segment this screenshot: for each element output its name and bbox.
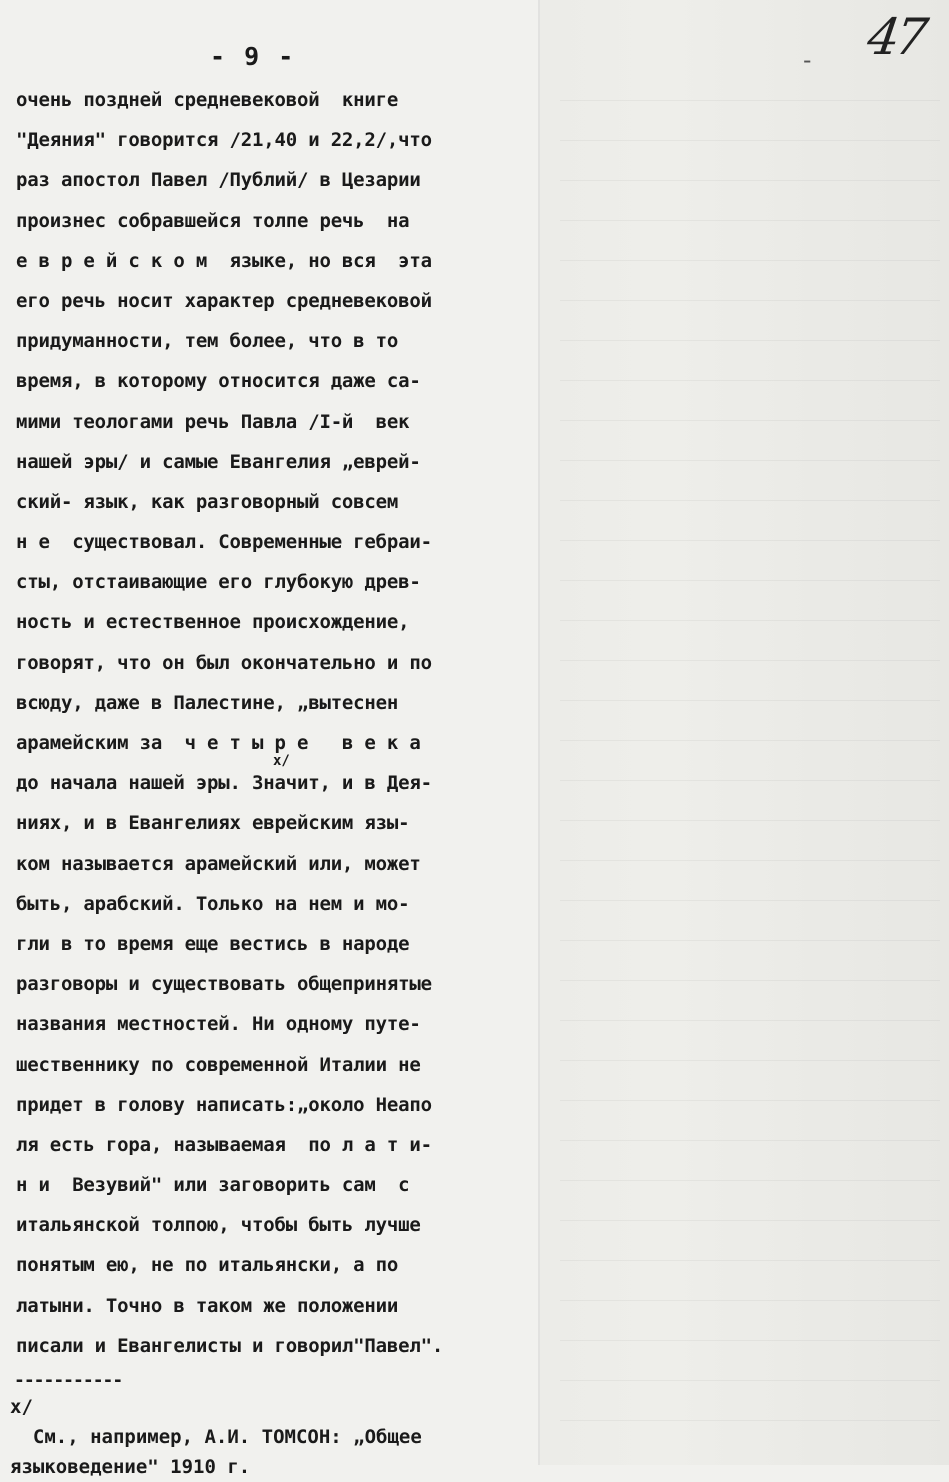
text-line: придет в голову написать:„около Неапо (16, 1093, 432, 1116)
bleed-through-line (560, 1140, 940, 1141)
bleed-through-line (560, 260, 940, 261)
text-line: е в р е й с к о м языке, но вся эта (16, 249, 432, 272)
text-line: н и Везувий" или заговорить сам с (16, 1174, 410, 1197)
bleed-through-line (560, 580, 940, 581)
bleed-through-line (560, 500, 940, 501)
bleed-through-line (560, 1020, 940, 1021)
bleed-through-line (560, 820, 940, 821)
bleed-through-line (560, 1060, 940, 1061)
text-line: до начала нашей эры. Значит, и в Дея- (16, 772, 432, 795)
page-fold (538, 0, 540, 1465)
body-text (16, 80, 536, 1366)
bleed-through-line (560, 380, 940, 381)
bleed-through-line (560, 1380, 940, 1381)
archive-number: 47 (863, 8, 928, 66)
bleed-through-line (560, 140, 940, 141)
bleed-through-line (560, 300, 940, 301)
footnote (10, 1392, 422, 1482)
bleed-through-line (560, 780, 940, 781)
text-line: очень поздней средневековой книге (16, 89, 399, 111)
text-line: всюду, даже в Палестине, „вытеснен (16, 691, 399, 714)
bleed-through-line (560, 660, 940, 661)
bleed-through-line (560, 980, 940, 981)
bleed-through-line (560, 1180, 940, 1181)
text-line: быть, арабский. Только на нем и мо- (16, 892, 410, 915)
bleed-through-line (560, 740, 940, 741)
bleed-through-line (560, 420, 940, 421)
text-line: шественнику по современной Италии не (16, 1053, 421, 1076)
text-line: ность и естественное происхождение, (16, 611, 410, 634)
bleed-through-line (560, 220, 940, 221)
text-line: раз апостол Павел /Публий/ в Цезарии (16, 169, 421, 192)
footnote-separator: ----------- (14, 1370, 123, 1391)
text-line: ниях, и в Евангелиях еврейским язы- (16, 812, 410, 835)
footnote-line: языковедение" 1910 г. (10, 1456, 251, 1478)
right-margin-dash: - (800, 46, 815, 74)
bleed-through-line (560, 340, 940, 341)
text-line: гли в то время еще вестись в народе (16, 932, 410, 955)
text-line: писали и Евангелисты и говорил"Павел". (16, 1334, 444, 1357)
text-line: время, в которому относится даже са- (16, 370, 421, 393)
text-line: арамейским за ч е т ы р е в е к а (16, 732, 421, 754)
bleed-through-line (560, 1220, 940, 1221)
bleed-through-line (560, 1260, 940, 1261)
page-number: - 9 - (210, 42, 296, 71)
text-line: разговоры и существовать общепринятые (16, 973, 432, 996)
text-line: ком называется арамейский или, может (16, 852, 421, 875)
bleed-through-line (560, 620, 940, 621)
bleed-through-line (560, 460, 940, 461)
text-line: названия местностей. Ни одному путе- (16, 1013, 421, 1036)
footnote-line: См., например, А.И. ТОМСОН: „Общее (10, 1426, 422, 1448)
bleed-through-line (560, 940, 940, 941)
bleed-through-line (560, 1340, 940, 1341)
text-line: итальянской толпою, чтобы быть лучше (16, 1214, 421, 1237)
bleed-through-line (560, 1420, 940, 1421)
text-line: латыни. Точно в таком же положении (16, 1294, 399, 1317)
text-line: говорят, что он был окончательно и по (16, 651, 432, 674)
text-line: сты, отстаивающие его глубокую древ- (16, 571, 421, 594)
text-line: его речь носит характер средневековой (16, 289, 432, 312)
text-line: н е существовал. Современные гебраи- (16, 531, 432, 554)
footnote-line: x/ (10, 1396, 33, 1418)
text-line: произнес собравшейся толпе речь на (16, 209, 410, 232)
text-line: понятым ею, не по итальянски, а по (16, 1254, 399, 1277)
bleed-through-line (560, 100, 940, 101)
text-line: ский- язык, как разговорный совсем (16, 490, 399, 513)
bleed-through-line (560, 180, 940, 181)
bleed-through-line (560, 540, 940, 541)
bleed-through-line (560, 900, 940, 901)
bleed-through-line (560, 860, 940, 861)
bleed-through-line (560, 1100, 940, 1101)
text-line: "Деяния" говорится /21,40 и 22,2/,что (16, 129, 432, 152)
bleed-through-line (560, 700, 940, 701)
footnote-reference-marker: x/ (273, 753, 290, 769)
text-line: придуманности, тем более, что в то (16, 330, 399, 353)
bleed-through-line (560, 1300, 940, 1301)
text-line: ля есть гора, называемая по л а т и- (16, 1133, 432, 1156)
text-line: мими теологами речь Павла /I-й век (16, 410, 410, 433)
text-line: нашей эры/ и самые Евангелия „еврей- (16, 450, 421, 473)
